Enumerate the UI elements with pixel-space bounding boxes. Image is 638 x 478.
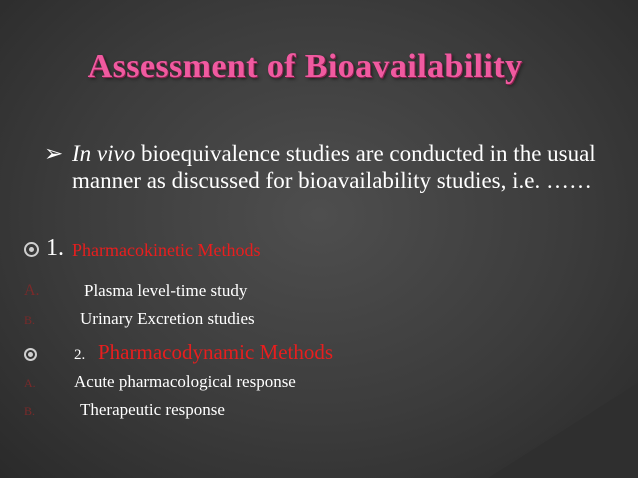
sub-letter: A.: [24, 376, 36, 390]
corner-decoration: [488, 383, 638, 478]
sub-letter: B.: [24, 404, 36, 418]
bullet-in-vivo-text: [72, 140, 602, 194]
target-bullet-icon: [24, 242, 39, 257]
bullet-in-vivo-rest: bioequivalence studies are conducted in the usual manner as discussed for bioavailability studies, i.e. ……: [72, 141, 596, 193]
target-bullet-icon: [24, 348, 37, 361]
sub-text: Acute pharmacological response: [74, 372, 296, 391]
bullet-number: 2.: [74, 347, 86, 363]
sub-letter: B.: [24, 313, 36, 327]
sub-text: Therapeutic response: [80, 400, 225, 419]
bullet-number: 1.: [46, 235, 64, 261]
in-vivo-italic: In vivo: [72, 141, 136, 166]
sub-text: Plasma level-time study: [84, 281, 248, 300]
pharmacodynamic-label: Pharmacodynamic Methods: [98, 340, 334, 364]
sub-letter: A.: [24, 282, 40, 299]
arrow-bullet-icon: ➢: [44, 141, 64, 166]
slide-title: Assessment of Bioavailability: [87, 48, 523, 85]
sub-text: Urinary Excretion studies: [80, 309, 255, 328]
pharmacokinetic-label: Pharmacokinetic Methods: [72, 240, 261, 260]
